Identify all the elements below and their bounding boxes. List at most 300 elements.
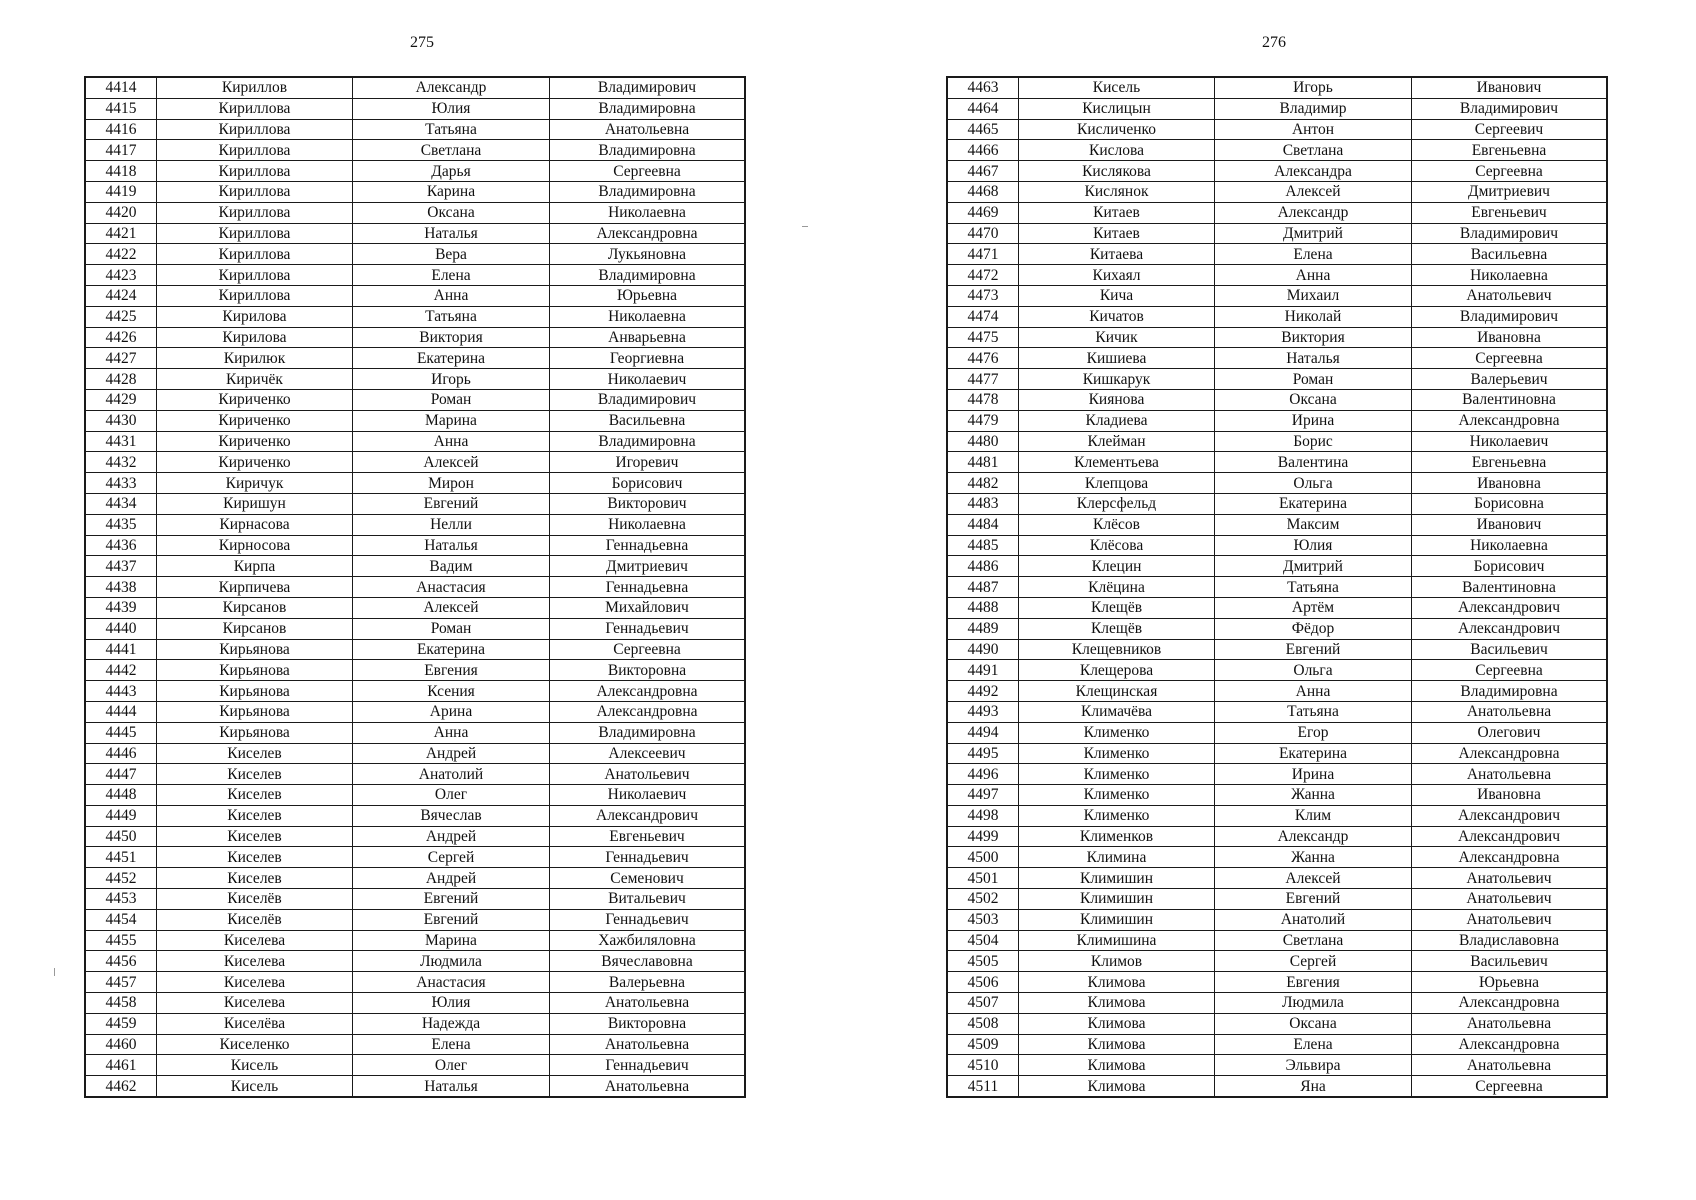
row-number-cell: 4509: [947, 1034, 1019, 1055]
patronymic-cell: Геннадьевна: [550, 577, 746, 598]
row-number-cell: 4419: [85, 181, 157, 202]
first-name-cell: Екатерина: [1215, 743, 1412, 764]
patronymic-cell: Владимирович: [550, 389, 746, 410]
row-number-cell: 4458: [85, 993, 157, 1014]
first-name-cell: Карина: [353, 181, 550, 202]
table-row: [947, 993, 1607, 1014]
patronymic-cell: Васильевна: [550, 410, 746, 431]
row-number-cell: 4467: [947, 161, 1019, 182]
first-name-cell: Евгений: [353, 889, 550, 910]
patronymic-cell: Николаевна: [550, 514, 746, 535]
table-row: [947, 1013, 1607, 1034]
table-row: [947, 77, 1607, 98]
surname-cell: Кирилова: [157, 327, 353, 348]
patronymic-cell: Владимировна: [1412, 681, 1608, 702]
table-row: [947, 410, 1607, 431]
row-number-cell: 4473: [947, 285, 1019, 306]
first-name-cell: Сергей: [1215, 951, 1412, 972]
surname-cell: Клименко: [1019, 764, 1215, 785]
row-number-cell: 4424: [85, 285, 157, 306]
surname-cell: Кишиева: [1019, 348, 1215, 369]
row-number-cell: 4440: [85, 618, 157, 639]
row-number-cell: 4451: [85, 847, 157, 868]
table-row: [85, 909, 745, 930]
row-number-cell: 4470: [947, 223, 1019, 244]
table-row: [85, 181, 745, 202]
surname-cell: Киселев: [157, 826, 353, 847]
row-number-cell: 4464: [947, 98, 1019, 119]
surname-cell: Клименко: [1019, 743, 1215, 764]
patronymic-cell: Николаевна: [550, 202, 746, 223]
first-name-cell: Людмила: [1215, 993, 1412, 1014]
table-row: [85, 98, 745, 119]
surname-cell: Киселев: [157, 743, 353, 764]
surname-cell: Кладиева: [1019, 410, 1215, 431]
first-name-cell: Анна: [353, 431, 550, 452]
first-name-cell: Евгения: [353, 660, 550, 681]
row-number-cell: 4452: [85, 868, 157, 889]
row-number-cell: 4453: [85, 889, 157, 910]
row-number-cell: 4448: [85, 785, 157, 806]
table-row: [85, 306, 745, 327]
patronymic-cell: Михайлович: [550, 597, 746, 618]
first-name-cell: Светлана: [1215, 140, 1412, 161]
patronymic-cell: Валерьевич: [1412, 369, 1608, 390]
surname-cell: Климишина: [1019, 930, 1215, 951]
table-row: [947, 764, 1607, 785]
row-number-cell: 4430: [85, 410, 157, 431]
table-row: [947, 743, 1607, 764]
row-number-cell: 4463: [947, 77, 1019, 98]
patronymic-cell: Владимировна: [550, 722, 746, 743]
row-number-cell: 4465: [947, 119, 1019, 140]
surname-cell: Климина: [1019, 847, 1215, 868]
patronymic-cell: Викторовна: [550, 660, 746, 681]
row-number-cell: 4426: [85, 327, 157, 348]
surname-cell: Клименко: [1019, 805, 1215, 826]
table-row: [947, 972, 1607, 993]
patronymic-cell: Дмитриевич: [550, 556, 746, 577]
patronymic-cell: Борисович: [1412, 556, 1608, 577]
table-row: [947, 597, 1607, 618]
first-name-cell: Екатерина: [1215, 493, 1412, 514]
table-row: [85, 223, 745, 244]
row-number-cell: 4455: [85, 930, 157, 951]
table-row: [947, 140, 1607, 161]
row-number-cell: 4442: [85, 660, 157, 681]
first-name-cell: Александр: [1215, 202, 1412, 223]
table-row: [85, 244, 745, 265]
table-row: [947, 847, 1607, 868]
patronymic-cell: Владимировна: [550, 431, 746, 452]
first-name-cell: Роман: [1215, 369, 1412, 390]
first-name-cell: Наталья: [353, 223, 550, 244]
row-number-cell: 4493: [947, 701, 1019, 722]
row-number-cell: 4416: [85, 119, 157, 140]
table-row: [947, 473, 1607, 494]
table-row: [85, 1013, 745, 1034]
first-name-cell: Антон: [1215, 119, 1412, 140]
first-name-cell: Надежда: [353, 1013, 550, 1034]
surname-cell: Клименков: [1019, 826, 1215, 847]
patronymic-cell: Васильевич: [1412, 639, 1608, 660]
first-name-cell: Яна: [1215, 1076, 1412, 1097]
surname-cell: Кириллова: [157, 265, 353, 286]
row-number-cell: 4439: [85, 597, 157, 618]
patronymic-cell: Анатольевич: [1412, 889, 1608, 910]
patronymic-cell: Иванович: [1412, 514, 1608, 535]
surname-cell: Кислякова: [1019, 161, 1215, 182]
row-number-cell: 4436: [85, 535, 157, 556]
surname-cell: Кирносова: [157, 535, 353, 556]
table-row: [85, 119, 745, 140]
table-row: [85, 285, 745, 306]
table-row: [947, 660, 1607, 681]
patronymic-cell: Анварьевна: [550, 327, 746, 348]
table-row: [85, 473, 745, 494]
row-number-cell: 4488: [947, 597, 1019, 618]
row-number-cell: 4417: [85, 140, 157, 161]
surname-cell: Кириллова: [157, 98, 353, 119]
table-row: [85, 452, 745, 473]
table-row: [947, 930, 1607, 951]
page-number: 276: [1262, 34, 1286, 51]
patronymic-cell: Николаевна: [1412, 535, 1608, 556]
table-row: [947, 431, 1607, 452]
first-name-cell: Елена: [353, 265, 550, 286]
surname-cell: Климова: [1019, 1013, 1215, 1034]
table-row: [85, 577, 745, 598]
patronymic-cell: Владимирович: [1412, 306, 1608, 327]
first-name-cell: Марина: [353, 410, 550, 431]
first-name-cell: Ирина: [1215, 764, 1412, 785]
surname-cell: Климова: [1019, 1055, 1215, 1076]
table-row: [85, 369, 745, 390]
names-table: [946, 76, 1608, 1098]
surname-cell: Киселева: [157, 993, 353, 1014]
first-name-cell: Юлия: [1215, 535, 1412, 556]
first-name-cell: Дмитрий: [1215, 556, 1412, 577]
patronymic-cell: Владимировна: [550, 181, 746, 202]
surname-cell: Кириченко: [157, 389, 353, 410]
table-row: [947, 577, 1607, 598]
surname-cell: Кириллова: [157, 223, 353, 244]
first-name-cell: Виктория: [1215, 327, 1412, 348]
row-number-cell: 4495: [947, 743, 1019, 764]
table-row: [85, 826, 745, 847]
surname-cell: Кишкарук: [1019, 369, 1215, 390]
table-row: [947, 306, 1607, 327]
patronymic-cell: Борисович: [550, 473, 746, 494]
row-number-cell: 4511: [947, 1076, 1019, 1097]
surname-cell: Киселева: [157, 930, 353, 951]
row-number-cell: 4475: [947, 327, 1019, 348]
surname-cell: Кирсанов: [157, 597, 353, 618]
first-name-cell: Егор: [1215, 722, 1412, 743]
patronymic-cell: Александрович: [1412, 805, 1608, 826]
row-number-cell: 4494: [947, 722, 1019, 743]
row-number-cell: 4418: [85, 161, 157, 182]
row-number-cell: 4487: [947, 577, 1019, 598]
first-name-cell: Светлана: [1215, 930, 1412, 951]
patronymic-cell: Николаевич: [550, 785, 746, 806]
surname-cell: Китаева: [1019, 244, 1215, 265]
first-name-cell: Анастасия: [353, 577, 550, 598]
first-name-cell: Артём: [1215, 597, 1412, 618]
patronymic-cell: Александровна: [550, 223, 746, 244]
patronymic-cell: Александрович: [1412, 826, 1608, 847]
row-number-cell: 4423: [85, 265, 157, 286]
table-row: [947, 369, 1607, 390]
first-name-cell: Александр: [353, 77, 550, 98]
row-number-cell: 4502: [947, 889, 1019, 910]
patronymic-cell: Александровна: [1412, 410, 1608, 431]
patronymic-cell: Владиславовна: [1412, 930, 1608, 951]
first-name-cell: Анатолий: [1215, 909, 1412, 930]
first-name-cell: Вера: [353, 244, 550, 265]
surname-cell: Кихаял: [1019, 265, 1215, 286]
patronymic-cell: Анатольевич: [1412, 285, 1608, 306]
row-number-cell: 4443: [85, 681, 157, 702]
surname-cell: Климишин: [1019, 868, 1215, 889]
row-number-cell: 4462: [85, 1076, 157, 1097]
first-name-cell: Мирон: [353, 473, 550, 494]
first-name-cell: Марина: [353, 930, 550, 951]
surname-cell: Клещёв: [1019, 597, 1215, 618]
patronymic-cell: Анатольевна: [550, 1034, 746, 1055]
surname-cell: Климова: [1019, 1076, 1215, 1097]
row-number-cell: 4441: [85, 639, 157, 660]
surname-cell: Кирпа: [157, 556, 353, 577]
table-row: [947, 639, 1607, 660]
patronymic-cell: Юрьевна: [1412, 972, 1608, 993]
first-name-cell: Дмитрий: [1215, 223, 1412, 244]
surname-cell: Кислова: [1019, 140, 1215, 161]
surname-cell: Кирьянова: [157, 722, 353, 743]
surname-cell: Кириллова: [157, 181, 353, 202]
surname-cell: Климов: [1019, 951, 1215, 972]
row-number-cell: 4450: [85, 826, 157, 847]
first-name-cell: Анастасия: [353, 972, 550, 993]
table-row: [85, 514, 745, 535]
first-name-cell: Наталья: [353, 535, 550, 556]
surname-cell: Климова: [1019, 972, 1215, 993]
surname-cell: Климова: [1019, 1034, 1215, 1055]
table-row: [85, 431, 745, 452]
surname-cell: Кириченко: [157, 452, 353, 473]
surname-cell: Кирпичева: [157, 577, 353, 598]
row-number-cell: 4510: [947, 1055, 1019, 1076]
table-row: [947, 681, 1607, 702]
row-number-cell: 4457: [85, 972, 157, 993]
patronymic-cell: Геннадьевна: [550, 535, 746, 556]
first-name-cell: Елена: [1215, 1034, 1412, 1055]
surname-cell: Клещерова: [1019, 660, 1215, 681]
row-number-cell: 4460: [85, 1034, 157, 1055]
surname-cell: Кириллов: [157, 77, 353, 98]
patronymic-cell: Николаевна: [1412, 265, 1608, 286]
table-row: [85, 327, 745, 348]
surname-cell: Клещёв: [1019, 618, 1215, 639]
patronymic-cell: Евгеньевна: [1412, 452, 1608, 473]
first-name-cell: Роман: [353, 618, 550, 639]
surname-cell: Клёсов: [1019, 514, 1215, 535]
row-number-cell: 4504: [947, 930, 1019, 951]
first-name-cell: Алексей: [1215, 868, 1412, 889]
row-number-cell: 4466: [947, 140, 1019, 161]
patronymic-cell: Анатольевич: [550, 764, 746, 785]
surname-cell: Климишин: [1019, 889, 1215, 910]
row-number-cell: 4482: [947, 473, 1019, 494]
surname-cell: Кириллова: [157, 161, 353, 182]
surname-cell: Кириллова: [157, 140, 353, 161]
first-name-cell: Олег: [353, 1055, 550, 1076]
table-row: [947, 1076, 1607, 1097]
table-row: [947, 493, 1607, 514]
table-row: [947, 161, 1607, 182]
first-name-cell: Эльвира: [1215, 1055, 1412, 1076]
row-number-cell: 4483: [947, 493, 1019, 514]
first-name-cell: Екатерина: [353, 639, 550, 660]
first-name-cell: Вячеслав: [353, 805, 550, 826]
patronymic-cell: Сергеевна: [550, 161, 746, 182]
row-number-cell: 4421: [85, 223, 157, 244]
first-name-cell: Оксана: [1215, 389, 1412, 410]
table-row: [85, 951, 745, 972]
table-row: [947, 556, 1607, 577]
patronymic-cell: Сергеевна: [1412, 161, 1608, 182]
first-name-cell: Анна: [1215, 681, 1412, 702]
surname-cell: Кичик: [1019, 327, 1215, 348]
table-row: [947, 285, 1607, 306]
table-row: [85, 868, 745, 889]
table-row: [85, 77, 745, 98]
patronymic-cell: Анатольевна: [550, 1076, 746, 1097]
patronymic-cell: Валерьевна: [550, 972, 746, 993]
table-row: [85, 410, 745, 431]
first-name-cell: Евгений: [353, 493, 550, 514]
table-row: [947, 98, 1607, 119]
row-number-cell: 4414: [85, 77, 157, 98]
table-row: [85, 660, 745, 681]
table-row: [947, 265, 1607, 286]
surname-cell: Кирьянова: [157, 681, 353, 702]
first-name-cell: Алексей: [353, 452, 550, 473]
table-row: [947, 722, 1607, 743]
table-row: [85, 597, 745, 618]
first-name-cell: Елена: [1215, 244, 1412, 265]
patronymic-cell: Анатольевна: [1412, 764, 1608, 785]
row-number-cell: 4429: [85, 389, 157, 410]
surname-cell: Киселёв: [157, 909, 353, 930]
row-number-cell: 4480: [947, 431, 1019, 452]
row-number-cell: 4459: [85, 1013, 157, 1034]
surname-cell: Киселева: [157, 951, 353, 972]
surname-cell: Кириллова: [157, 119, 353, 140]
row-number-cell: 4444: [85, 701, 157, 722]
first-name-cell: Борис: [1215, 431, 1412, 452]
surname-cell: Киселев: [157, 764, 353, 785]
first-name-cell: Андрей: [353, 826, 550, 847]
surname-cell: Кириллова: [157, 244, 353, 265]
surname-cell: Клементьева: [1019, 452, 1215, 473]
table-row: [85, 764, 745, 785]
patronymic-cell: Викторовна: [550, 1013, 746, 1034]
table-row: [85, 618, 745, 639]
table-row: [947, 826, 1607, 847]
first-name-cell: Евгений: [353, 909, 550, 930]
row-number-cell: 4428: [85, 369, 157, 390]
surname-cell: Кириченко: [157, 431, 353, 452]
table-row: [85, 535, 745, 556]
surname-cell: Кириллова: [157, 202, 353, 223]
first-name-cell: Михаил: [1215, 285, 1412, 306]
patronymic-cell: Анатольевна: [1412, 1055, 1608, 1076]
table-row: [85, 140, 745, 161]
patronymic-cell: Ивановна: [1412, 473, 1608, 494]
table-row: [85, 847, 745, 868]
surname-cell: Клепцова: [1019, 473, 1215, 494]
first-name-cell: Евгений: [1215, 889, 1412, 910]
patronymic-cell: Владимировна: [550, 98, 746, 119]
first-name-cell: Анна: [353, 722, 550, 743]
table-row: [947, 805, 1607, 826]
row-number-cell: 4432: [85, 452, 157, 473]
first-name-cell: Анна: [353, 285, 550, 306]
row-number-cell: 4427: [85, 348, 157, 369]
patronymic-cell: Дмитриевич: [1412, 181, 1608, 202]
surname-cell: Клейман: [1019, 431, 1215, 452]
table-row: [947, 785, 1607, 806]
surname-cell: Кирьянова: [157, 639, 353, 660]
row-number-cell: 4438: [85, 577, 157, 598]
patronymic-cell: Александровна: [550, 681, 746, 702]
first-name-cell: Жанна: [1215, 785, 1412, 806]
first-name-cell: Жанна: [1215, 847, 1412, 868]
patronymic-cell: Юрьевна: [550, 285, 746, 306]
patronymic-cell: Ивановна: [1412, 785, 1608, 806]
row-number-cell: 4498: [947, 805, 1019, 826]
surname-cell: Кириченко: [157, 410, 353, 431]
patronymic-cell: Николаевич: [550, 369, 746, 390]
surname-cell: Климачёва: [1019, 701, 1215, 722]
patronymic-cell: Васильевич: [1412, 951, 1608, 972]
table-row: [947, 348, 1607, 369]
table-row: [85, 202, 745, 223]
patronymic-cell: Евгеньевна: [1412, 140, 1608, 161]
table-row: [947, 618, 1607, 639]
first-name-cell: Игорь: [1215, 77, 1412, 98]
table-row: [85, 639, 745, 660]
surname-cell: Кича: [1019, 285, 1215, 306]
first-name-cell: Татьяна: [1215, 577, 1412, 598]
table-row: [947, 119, 1607, 140]
scan-speck: [54, 968, 55, 976]
first-name-cell: Вадим: [353, 556, 550, 577]
surname-cell: Климишин: [1019, 909, 1215, 930]
patronymic-cell: Геннадьевич: [550, 847, 746, 868]
table-row: [947, 223, 1607, 244]
table-row: [947, 452, 1607, 473]
surname-cell: Клёцина: [1019, 577, 1215, 598]
row-number-cell: 4456: [85, 951, 157, 972]
first-name-cell: Оксана: [1215, 1013, 1412, 1034]
row-number-cell: 4474: [947, 306, 1019, 327]
row-number-cell: 4420: [85, 202, 157, 223]
row-number-cell: 4496: [947, 764, 1019, 785]
table-row: [947, 244, 1607, 265]
first-name-cell: Юлия: [353, 993, 550, 1014]
